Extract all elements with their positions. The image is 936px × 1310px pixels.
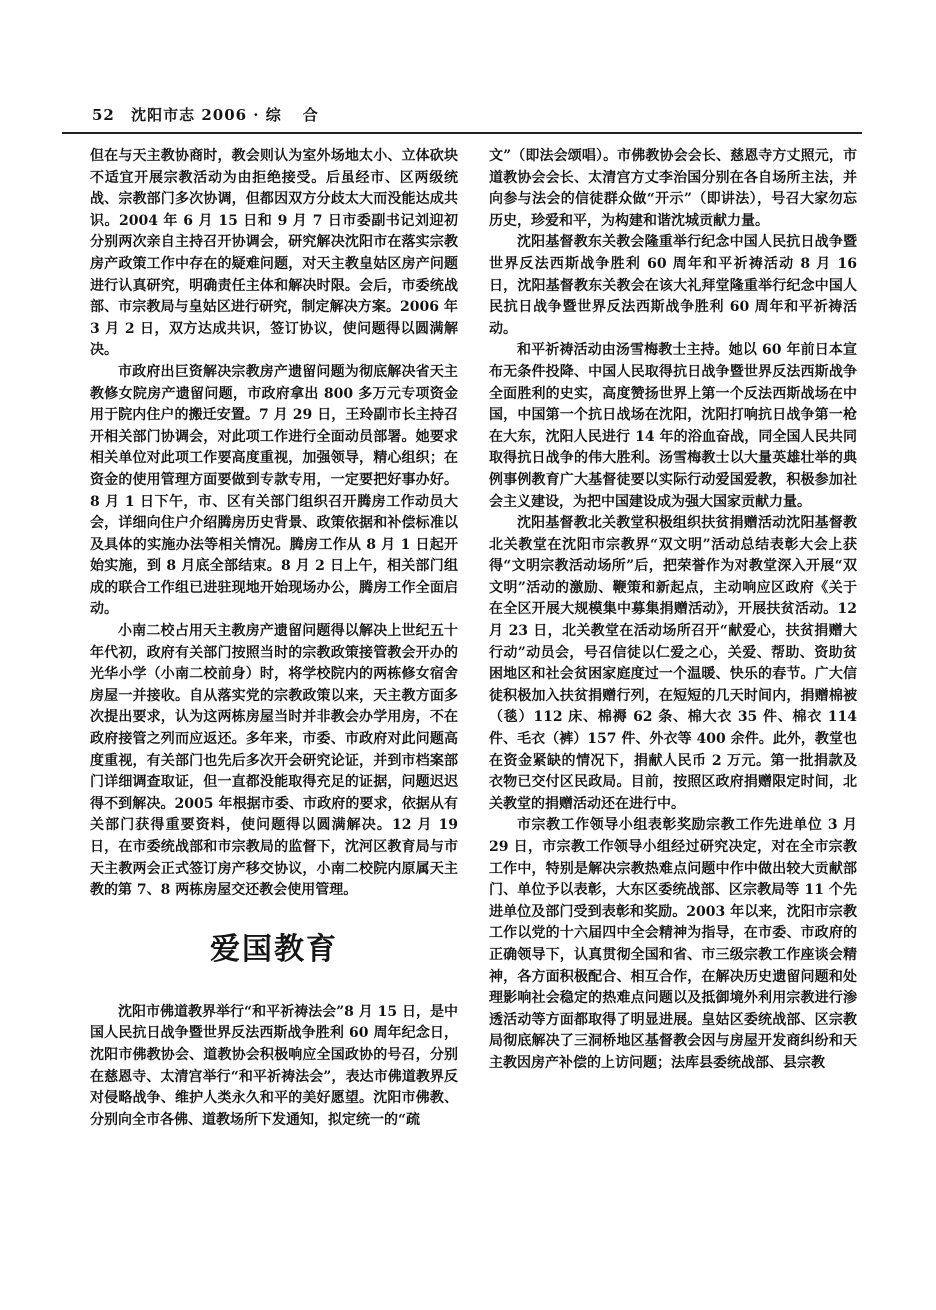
paragraph: 沈阳基督教北关教堂积极组织扶贫捐赠活动沈阳基督教北关教堂在沈阳市宗教界“双文明”活动总结表彰大会上获得“文明宗教活动场所”后，把荣誉作为对教堂深入开展“双文明”活动的激励、鞭策和新起点，主动响应区政府《关于在全区开展大规模集中募集捐赠活动》，开展扶贫活动。12 月 23 日，北关教堂在活动场所召开“献爱心，扶贫捐赠大行动”动员会，号召信徒以仁爱之心，关爱、帮助、资助贫困地区和社会贫困家庭度过一个温暖、快乐的春节。广大信徒积极加入扶贫捐赠行列，在短短的几天时间内，捐赠棉被（毯）112 床、棉褥 62 条、棉大衣 35 件、棉衣 114 件、毛衣（裤）157 件、外衣等 400 余件。此外，教堂也在资金紧缺的情况下，捐献人民币 2 万元。第一批捐款及衣物已交付区民政局。目前，按照区政府捐赠限定时间，北关教堂的捐赠活动还在进行中。: [489, 515, 857, 812]
paragraph: 和平祈祷活动由汤雪梅教士主持。她以 60 年前日本宣布无条件投降、中国人民取得抗日战争暨世界反法西斯战争全面胜利的史实，高度赞扬世界上第一个反法西斯战场在中国，中国第一个抗日战场在沈阳，沈阳打响抗日战争第一枪在大东，沈阳人民进行 14 年的浴血奋战，同全国人民共同取得抗日战争的伟大胜利。汤雪梅教士以大量英雄壮举的典例事例教育广大基督徒要以实际行动爱国爱教，积极参加社会主义建设，为把中国建设成为强大国家贡献力量。: [489, 342, 857, 510]
book-title: 沈阳市志 2006 ·: [131, 106, 260, 124]
page-header: [92, 104, 862, 132]
paragraph: 市宗教工作领导小组表彰奖励宗教工作先进单位 3 月 29 日，市宗教工作领导小组经过研究决定，对在全市宗教工作中，特别是解决宗教热难点问题中作中做出较大贡献部门、单位予以表彰，大东区委统战部、区宗教局等 11 个先进单位及部门受到表彰和奖励。2003 年以来，沈阳市宗教工作以党的十六届四中全会精神为指导，在市委、市政府的正确领导下，认真贯彻全国和省、市三级宗教工作座谈会精神，各方面积极配合、相互合作，在解决历史遗留问题和处理影响社会稳定的热难点问题以及抵御境外利用宗教进行渗透活动等方面都取得了明显进展。皇姑区委统战部、区宗教局彻底解决了三洞桥地区基督教会因与房屋开发商纠纷和天主教因房产补偿的上访问题；法库县委统战部、县宗教: [489, 817, 857, 1071]
paragraph: 文”（即法会颂唱）。市佛教协会会长、慈恩寺方丈照元，市道教协会会长、太清宫方丈李治国分别在各自场所主法，并向参与法会的信徒群众做“开示”（即讲法），号召大家勿忘历史，珍爱和平，为构建和谐沈城贡献力量。: [489, 148, 857, 229]
paragraph: 市政府出巨资解决宗教房产遗留问题为彻底解决省天主教修女院房产遗留问题，市政府拿出 800 多万元专项资金用于院内住户的搬迁安置。7 月 29 日，王玲副市长主持召开相关部门协调会，对此项工作进行全面动员部署。她要求相关单位对此项工作要高度重视，加强领导，精心组织；在资金的使用管理方面要做到专款专用，一定要把好事办好。8 月 1 日下午，市、区有关部门组织召开腾房工作动员大会，详细向住户介绍腾房历史背景、政策依据和补偿标准以及具体的实施办法等相关情况。腾房工作从 8 月 1 日起开始实施，到 8 月底全部结束。8 月 2 日上午，相关部门组成的联合工作组已进驻现地开始现场办公，腾房工作全面启动。: [90, 363, 458, 618]
section-title: 爱国教育: [210, 931, 338, 967]
paragraph: 小南二校占用天主教房产遗留问题得以解决上世纪五十年代初，政府有关部门按照当时的宗教政策接管教会开办的光华小学（小南二校前身）时，将学校院内的两栋修女宿舍房屋一并接收。自从落实党的宗教政策以来，天主教方面多次提出要求，认为这两栋房屋当时并非教会办学用房，不在政府接管之列而应返还。多年来，市委、市政府对此问题高度重视，有关部门也先后多次开会研究论证，并到市档案部门详细调查取证，但一直都没能取得充足的证据，问题迟迟得不到解决。2005 年根据市委、市政府的要求，依据从有关部门获得重要资料，使问题得以圆满解决。12 月 19 日，在市委统战部和市宗教局的监督下，沈河区教育局与市天主教两会正式签订房产移交协议，小南二校院内原属天主教的第 7、8 两栋房屋交还教会使用管理。: [90, 623, 458, 899]
paragraph: 沈阳基督教东关教会隆重举行纪念中国人民抗日战争暨世界反法西斯战争胜利 60 周年和平祈祷活动 8 月 16 日，沈阳基督教东关教会在该大礼拜堂隆重举行纪念中国人民抗日战争暨世界反法西斯战争胜利 60 周年和平祈祷活动。: [489, 234, 857, 337]
section-name: 综合: [265, 106, 340, 124]
right-column: [489, 146, 857, 1075]
page-number: 52: [92, 106, 115, 124]
paragraph: 沈阳市佛道教界举行“和平祈祷法会”8 月 15 日，是中国人民抗日战争暨世界反法西斯战争胜利 60 周年纪念日，沈阳市佛教协会、道教协会积极响应全国政协的号召，分别在慈恩寺、太清宫举行“和平祈祷法会”，表达市佛道教界反对侵略战争、维护人类永久和平的美好愿望。沈阳市佛教、分别向全市各佛、道教场所下发通知，拟定统一的“疏: [90, 1003, 458, 1128]
header-rule: [62, 132, 862, 134]
left-column: [90, 146, 458, 1131]
paragraph: 但在与天主教协商时，教会则认为室外场地太小、立体砍块不适宜开展宗教活动为由拒绝接受。后虽经市、区两级统战、宗教部门多次协调，但都因双方分歧太大而没能达成共识。2004 年 6 月 15 日和 9 月 7 日市委副书记刘迎初分别两次亲自主持召开协调会，研究解决沈阳市在落实宗教房产政策工作中存在的疑难问题，对天主教皇姑区房产问题进行认真研究，明确责任主体和解决时限。会后，市委统战部、市宗教局与皇姑区进行研究，制定解决方案。2006 年 3 月 2 日，双方达成共识，签订协议，使问题得以圆满解决。: [90, 148, 458, 359]
